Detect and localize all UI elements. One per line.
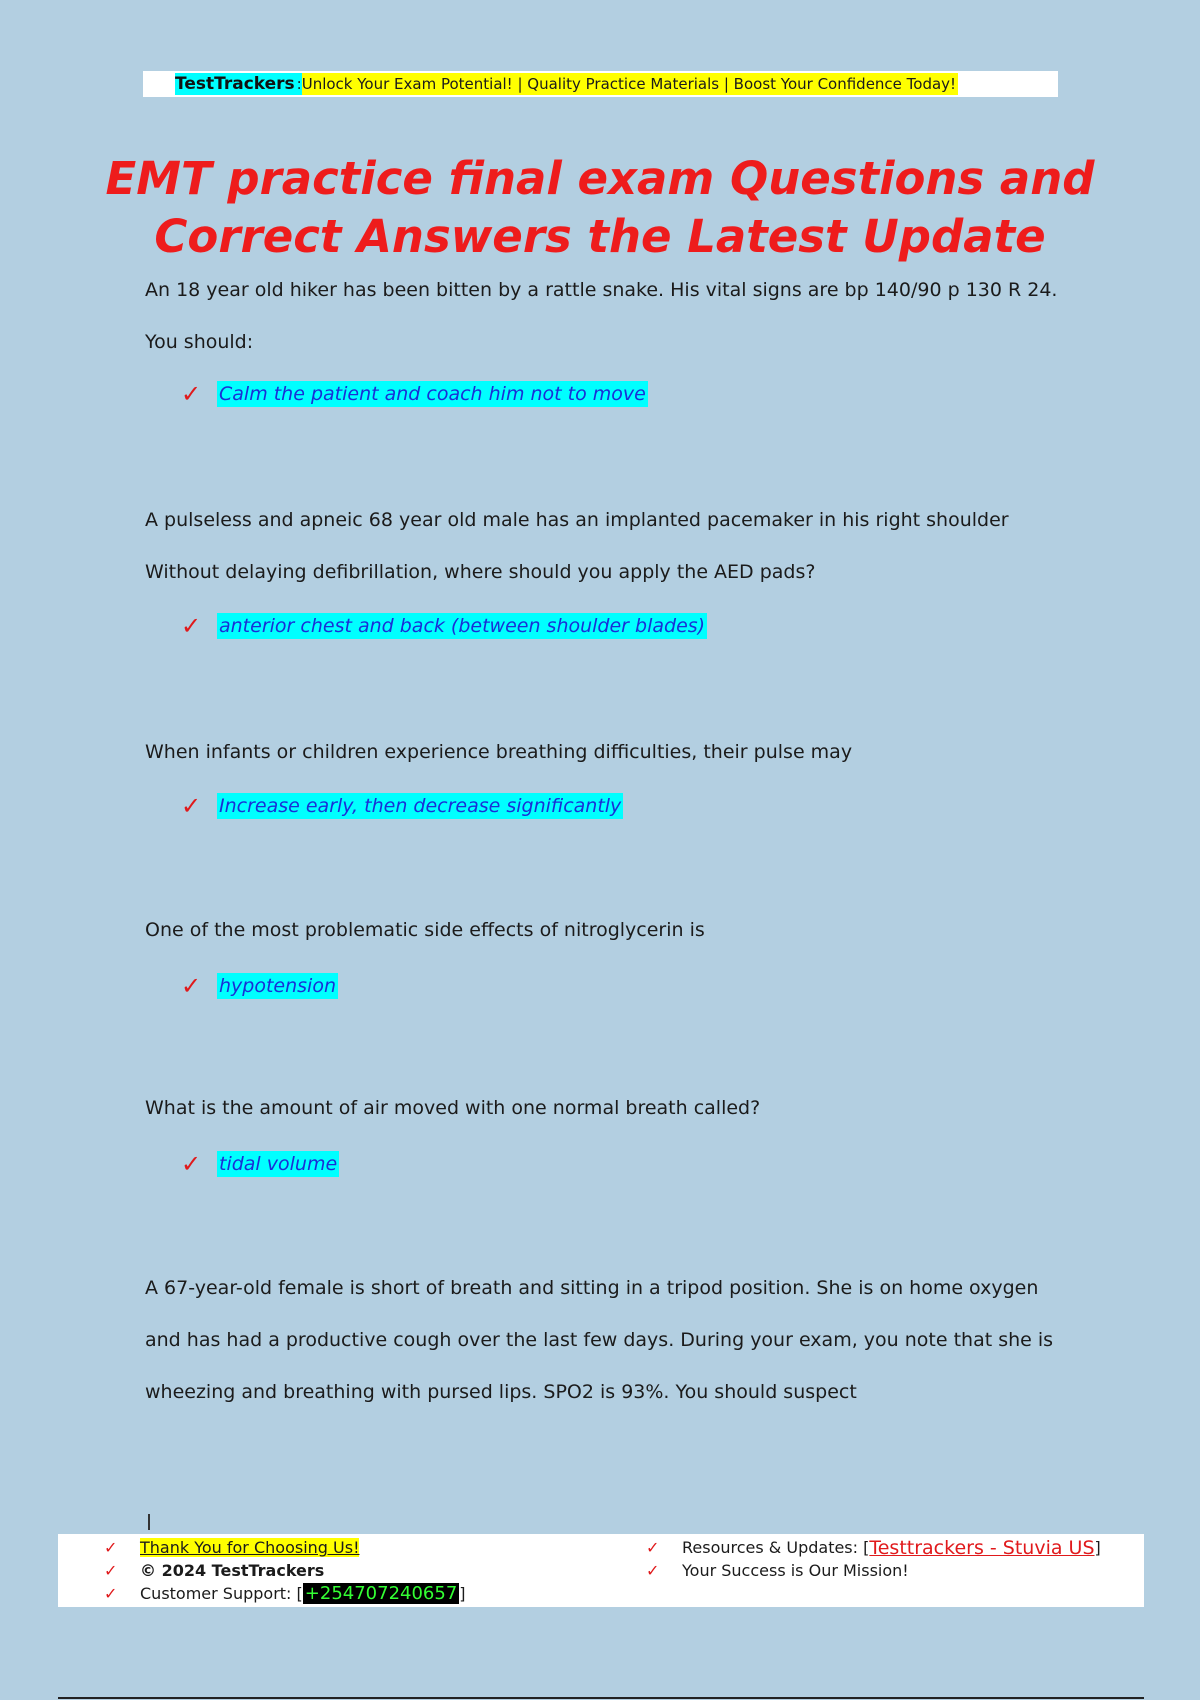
answer-text: tidal volume xyxy=(219,1153,338,1175)
bottom-divider xyxy=(58,1697,1144,1699)
support-phone[interactable]: +254707240657 xyxy=(304,1583,458,1604)
question-text: A 67-year-old female is short of breath and sitting in a tripod position. She is on home oxygen and has had a productive cough over the last few days. During your exam, you note that she is wheezing and breathing with pursed lips. SPO2 is 93%. You should suspect xyxy=(145,1277,1054,1403)
qa-item-4 xyxy=(145,904,1075,1006)
question-text: What is the amount of air moved with one normal breath called? xyxy=(145,1097,761,1119)
mission-text: Your Success is Our Mission! xyxy=(682,1561,909,1580)
checkmark-icon: ✓ xyxy=(104,1561,118,1580)
footer-right xyxy=(646,1536,1101,1582)
answer-row xyxy=(181,606,1075,646)
copyright-text: © 2024 TestTrackers xyxy=(140,1561,325,1580)
answer-text: hypotension xyxy=(219,975,336,997)
answer-row xyxy=(181,374,1075,414)
qa-item-5 xyxy=(145,1082,1075,1184)
brand-name: TestTrackers xyxy=(175,74,295,94)
checkmark-icon: ✓ xyxy=(646,1561,660,1580)
answer-row xyxy=(181,786,1075,826)
answer-row xyxy=(181,966,1075,1006)
footer xyxy=(58,1534,1144,1607)
checkmark-icon: ✓ xyxy=(181,1150,202,1178)
banner-tagline: Unlock Your Exam Potential! | Quality Practice Materials | Boost Your Confidence Today! xyxy=(301,75,957,93)
checkmark-icon: ✓ xyxy=(181,792,202,820)
footer-support-row xyxy=(104,1582,466,1605)
footer-thank-row xyxy=(104,1536,466,1559)
checkmark-icon: ✓ xyxy=(104,1538,118,1557)
footer-mission-row xyxy=(646,1559,1101,1582)
support-label: Customer Support: [ xyxy=(140,1584,303,1603)
checkmark-icon: ✓ xyxy=(104,1584,118,1603)
question-text: A pulseless and apneic 68 year old male has an implanted pacemaker in his right shoulder Without delaying defibrillation, where should you apply the AED pads? xyxy=(145,509,1009,583)
checkmark-icon: ✓ xyxy=(181,612,202,640)
checkmark-icon: ✓ xyxy=(646,1538,660,1557)
answer-text: Calm the patient and coach him not to move xyxy=(219,383,646,405)
thank-you-text: Thank You for Choosing Us! xyxy=(140,1538,360,1557)
answer-text: anterior chest and back (between shoulder blades) xyxy=(219,615,706,637)
answer-row xyxy=(181,1144,1075,1184)
qa-item-2 xyxy=(145,494,1075,646)
text-cursor xyxy=(148,1514,150,1530)
document-title: EMT practice final exam Questions and Correct Answers the Latest Update xyxy=(105,152,1095,263)
question-text: One of the most problematic side effects of nitroglycerin is xyxy=(145,919,705,941)
answer-text: Increase early, then decrease significantly xyxy=(219,795,622,817)
resources-close: ] xyxy=(1094,1538,1101,1557)
qa-item-6 xyxy=(145,1262,1075,1418)
brand-colon: : xyxy=(296,75,302,93)
footer-left xyxy=(104,1536,466,1605)
footer-resources-row xyxy=(646,1536,1101,1559)
question-text: When infants or children experience breathing difficulties, their pulse may xyxy=(145,741,853,763)
question-text: An 18 year old hiker has been bitten by a rattle snake. His vital signs are bp 140/90 p 130 R 24. You should: xyxy=(145,279,1058,353)
checkmark-icon: ✓ xyxy=(181,380,202,408)
resources-label: Resources & Updates: [ xyxy=(682,1538,870,1557)
footer-copyright-row xyxy=(104,1559,466,1582)
support-close: ] xyxy=(459,1584,466,1603)
checkmark-icon: ✓ xyxy=(181,972,202,1000)
header-banner xyxy=(143,71,1058,97)
qa-item-3 xyxy=(145,726,1075,826)
resources-link[interactable]: Testtrackers - Stuvia US xyxy=(869,1536,1095,1559)
qa-item-1 xyxy=(145,264,1075,414)
